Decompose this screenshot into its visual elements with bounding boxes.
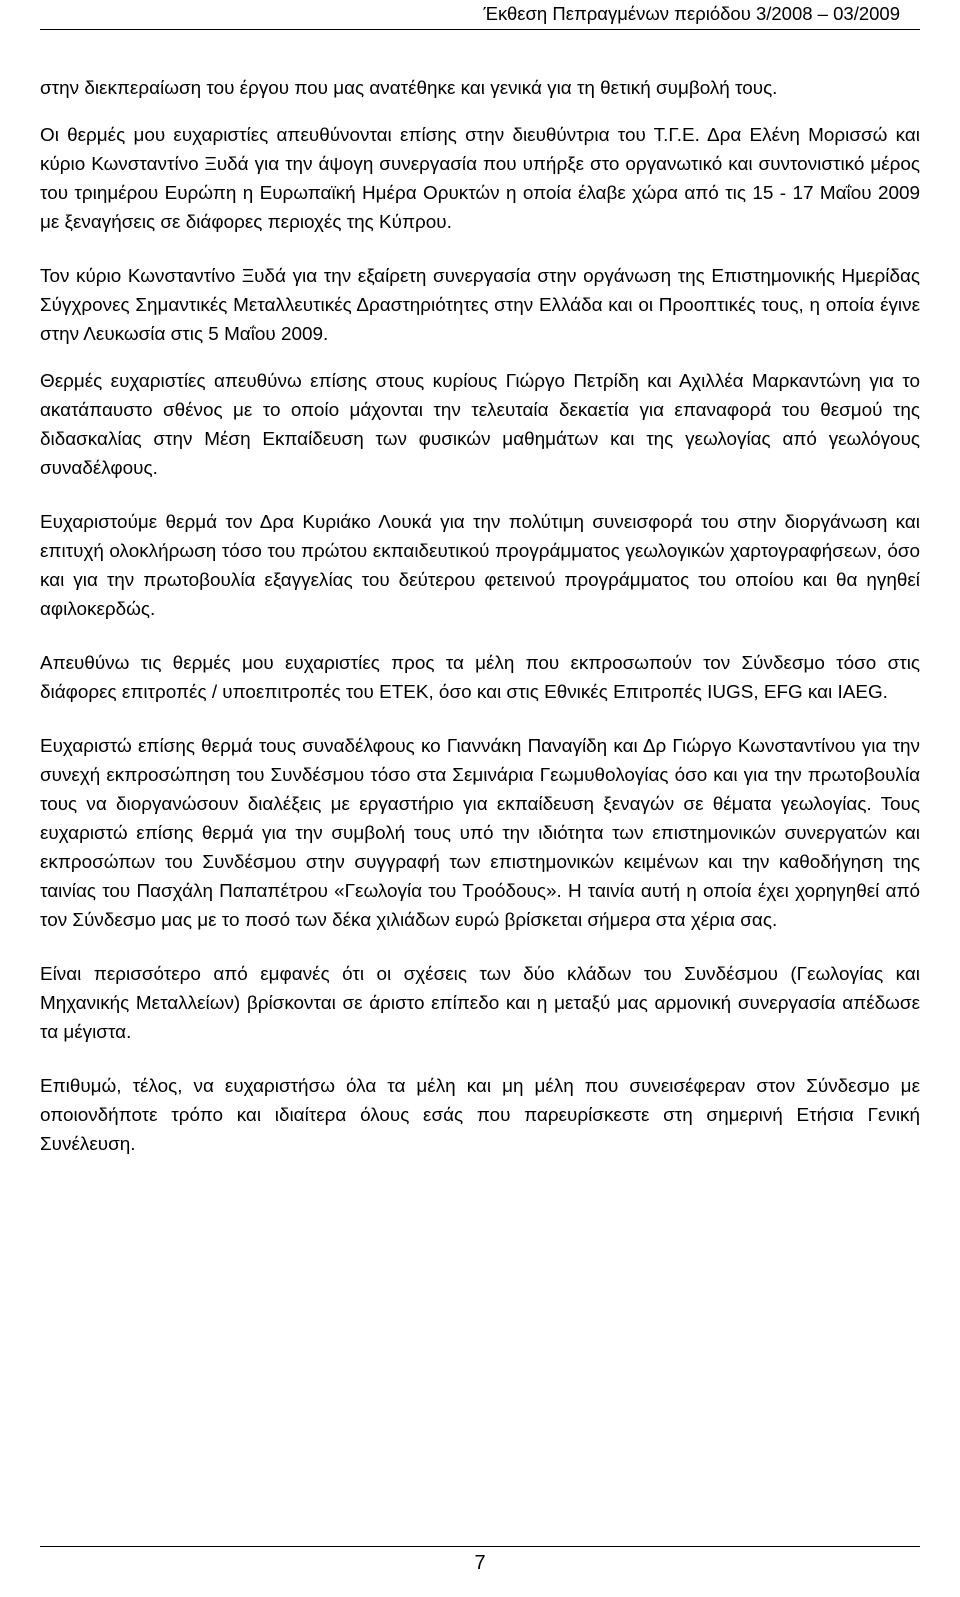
page-number: 7 [474,1552,486,1574]
paragraph-3: Τον κύριο Κωνσταντίνο Ξυδά για την εξαίρετη συνεργασία στην οργάνωση της Επιστημονικής Ημερίδας Σύγχρονες Σημαντικές Μεταλλευτικές Δραστηριότητες στην Ελλάδα και οι Προοπτικές τους, η οποία έγινε στην Λευκωσία στις 5 Μαΐου 2009. [40,266,920,345]
paragraph-2: Οι θερμές μου ευχαριστίες απευθύνονται επίσης στην διευθύντρια του Τ.Γ.Ε. Δρα Ελένη Μορισσώ και κύριο Κωνσταντίνο Ξυδά για την άψογη συνεργασία που υπήρξε στο οργανωτικό και συντονιστικό μέρος του τριημέρου Ευρώπη η Ευρωπαϊκή Ημέρα Ορυκτών η οποία έλαβε χώρα από τις 15 - 17 Μαΐου 2009 με ξεναγήσεις σε διάφορες περιοχές της Κύπρου. [40,125,920,233]
paragraph-7: Ευχαριστώ επίσης θερμά τους συναδέλφους κο Γιαννάκη Παναγίδη και Δρ Γιώργο Κωνσταντίνου για την συνεχή εκπροσώπηση του Συνδέσμου τόσο στα Σεμινάρια Γεωμυθολογίας όσο και για την πρωτοβουλία τους να διοργανώσουν διαλέξεις με εργαστήριο για εκπαίδευση ξεναγών σε θέματα γεωλογίας. Τους ευχαριστώ επίσης θερμά για την συμβολή τους υπό την ιδιότητα των επιστημονικών συνεργατών και εκπροσώπων του Συνδέσμου στην συγγραφή των επιστημονικών κειμένων και την καθοδήγηση της ταινίας του Πασχάλη Παπαπέτρου «Γεωλογία του Τροόδους». Η ταινία αυτή η οποία έχει χορηγηθεί από τον Σύνδεσμο μας με το ποσό των δέκα χιλιάδων ευρώ βρίσκεται σήμερα στα χέρια σας. [40,736,920,931]
paragraph-1: στην διεκπεραίωση του έργου που μας ανατέθηκε και γενικά για τη θετική συμβολή τους. [40,78,778,99]
document-body [40,74,920,1184]
paragraph-9: Επιθυμώ, τέλος, να ευχαριστήσω όλα τα μέλη και μη μέλη που συνεισέφεραν στον Σύνδεσμο με οποιονδήποτε τρόπο και ιδιαίτερα όλους εσάς που παρευρίσκεστε στη σημερινή Ετήσια Γενική Συνέλευση. [40,1076,920,1155]
page-header-title: Έκθεση Πεπραγμένων περιόδου 3/2008 – 03/2009 [483,3,900,24]
paragraph-8: Είναι περισσότερο από εμφανές ότι οι σχέσεις των δύο κλάδων του Συνδέσμου (Γεωλογίας και Μηχανικής Μεταλλείων) βρίσκονται σε άριστο επίπεδο και η μεταξύ μας αρμονική συνεργασία απέδωσε τα μέγιστα. [40,964,920,1043]
header-divider [40,29,920,30]
paragraph-4: Θερμές ευχαριστίες απευθύνω επίσης στους κυρίους Γιώργο Πετρίδη και Αχιλλέα Μαρκαντώνη για το ακατάπαυστο σθένος με το οποίο μάχονται την τελευταία δεκαετία για επαναφορά του θεσμού της διδασκαλίας στην Μέση Εκπαίδευση των φυσικών μαθημάτων και της γεωλογίας από γεωλόγους συναδέλφους. [40,371,920,479]
paragraph-5: Ευχαριστούμε θερμά τον Δρα Κυριάκο Λουκά για την πολύτιμη συνεισφορά του στην διοργάνωση και επιτυχή ολοκλήρωση τόσο του πρώτου εκπαιδευτικού προγράμματος γεωλογικών χαρτογραφήσεων, όσο και για την πρωτοβουλία εξαγγελίας του δεύτερου φετεινού προγράμματος του οποίου και θα ηγηθεί αφιλοκερδώς. [40,512,920,620]
footer-divider [40,1546,920,1547]
paragraph-6: Απευθύνω τις θερμές μου ευχαριστίες προς τα μέλη που εκπροσωπούν τον Σύνδεσμο τόσο στις διάφορες επιτροπές / υποεπιτροπές του ΕΤΕΚ, όσο και στις Εθνικές Επιτροπές IUGS, EFG και IAEG. [40,653,920,703]
